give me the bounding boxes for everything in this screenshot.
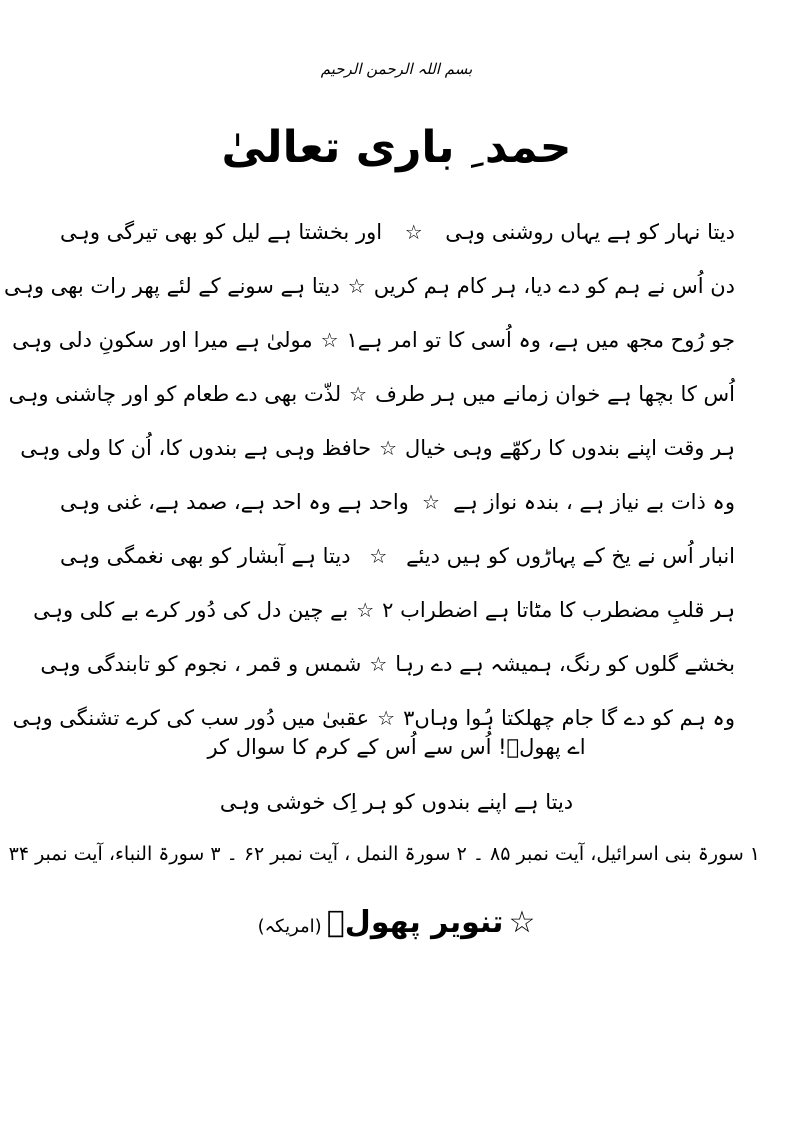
couplet-5-second-line: حافظ وہی ہے بندوں کا، اُن کا ولی وہی bbox=[20, 436, 372, 460]
star-icon: ☆ bbox=[404, 220, 423, 244]
star-icon: ☆ bbox=[347, 274, 366, 298]
couplet-7 bbox=[60, 529, 735, 583]
closing-couplet-second-line: دیتا ہے اپنے بندوں کو ہر اِک خوشی وہی bbox=[219, 790, 574, 814]
couplet-9-second-line: شمس و قمر ، نجوم کو تابندگی وہی bbox=[40, 652, 362, 676]
couplet-1 bbox=[60, 205, 735, 259]
star-icon: ☆ bbox=[369, 544, 388, 568]
couplet-4-second-line: لذّت بھی دے طعام کو اور چاشنی وہی bbox=[8, 382, 342, 406]
couplet-8-first-line: ہر قلبِ مضطرب کا مٹاتا ہے اضطراب ۲ bbox=[382, 598, 735, 622]
couplet-2 bbox=[4, 259, 735, 313]
couplet-4-first-line: اُس کا بچھا ہے خوان زمانے میں ہر طرف bbox=[375, 382, 735, 406]
poem-title: حمد ِ باری تعالیٰ bbox=[221, 122, 572, 173]
star-icon: ☆ bbox=[320, 328, 339, 352]
couplet-9-first-line: بخشے گلوں کو رنگ، ہمیشہ ہے دے رہا bbox=[395, 652, 735, 676]
couplet-8-second-line: بے چین دل کی دُور کرے بے کلی وہی bbox=[33, 598, 349, 622]
signature bbox=[0, 905, 793, 940]
couplet-3 bbox=[12, 313, 735, 367]
couplet-7-second-line: دیتا ہے آبشار کو بھی نغمگی وہی bbox=[60, 544, 351, 568]
couplet-2-first-line: دن اُس نے ہم کو دے دیا، ہر کام ہم کریں bbox=[373, 274, 735, 298]
couplet-1-second-line: اور بخشتا ہے لیل کو بھی تیرگی وہی bbox=[60, 220, 383, 244]
couplet-10-second-line: عقبیٰ میں دُور سب کی کرے تشنگی وہی bbox=[12, 706, 370, 730]
star-icon: ☆ bbox=[508, 905, 536, 940]
couplet-3-second-line: مولیٰ ہے میرا اور سکونِ دلی وہی bbox=[12, 328, 313, 352]
star-icon: ☆ bbox=[377, 706, 396, 730]
star-icon: ☆ bbox=[369, 652, 388, 676]
couplet-2-second-line: دیتا ہے سونے کے لئے پھر رات بھی وہی bbox=[4, 274, 340, 298]
star-icon: ☆ bbox=[379, 436, 398, 460]
couplet-6-first-line: وہ ذات بے نیاز ہے ، بندہ نواز ہے bbox=[453, 490, 735, 514]
closing-couplet-first-line: اے پھولؔ! اُس سے اُس کے کرم کا سوال کر bbox=[207, 735, 586, 759]
couplet-5-first-line: ہر وقت اپنے بندوں کا رکھّے وہی خیال bbox=[405, 436, 735, 460]
couplet-6 bbox=[60, 475, 735, 529]
couplet-5 bbox=[20, 421, 735, 475]
couplet-10-first-line: وہ ہم کو دے گا جام چھلکتا ہُوا وہاں۳ bbox=[403, 706, 735, 730]
star-icon: ☆ bbox=[422, 490, 440, 514]
couplet-list bbox=[4, 205, 735, 745]
footnotes: ۱ سورۃ بنی اسرائیل، آیت نمبر ۸۵ ۔ ۲ سورۃ النمل ، آیت نمبر ۶۲ ۔ ۳ سورۃ النباء، آیت نمبر ۳۴ bbox=[8, 843, 760, 865]
couplet-8 bbox=[33, 583, 735, 637]
star-icon: ☆ bbox=[349, 382, 368, 406]
poet-name: تنویر پھولؔ bbox=[326, 905, 504, 940]
star-icon: ☆ bbox=[356, 598, 375, 622]
bismillah-heading: بسم اللہ الرحمن الرحیم bbox=[320, 60, 473, 78]
couplet-4 bbox=[8, 367, 735, 421]
poet-location: (امریکہ) bbox=[257, 916, 322, 937]
couplet-1-first-line: دیتا نہار کو ہے یہاں روشنی وہی bbox=[445, 220, 735, 244]
couplet-7-first-line: انبار اُس نے یخ کے پہاڑوں کو ہیں دیئے bbox=[406, 544, 735, 568]
couplet-3-first-line: جو رُوح مجھ میں ہے، وہ اُسی کا تو امر ہے۱ bbox=[346, 328, 735, 352]
couplet-6-second-line: واحد ہے وہ احد ہے، صمد ہے، غنی وہی bbox=[60, 490, 409, 514]
couplet-9 bbox=[40, 637, 735, 691]
